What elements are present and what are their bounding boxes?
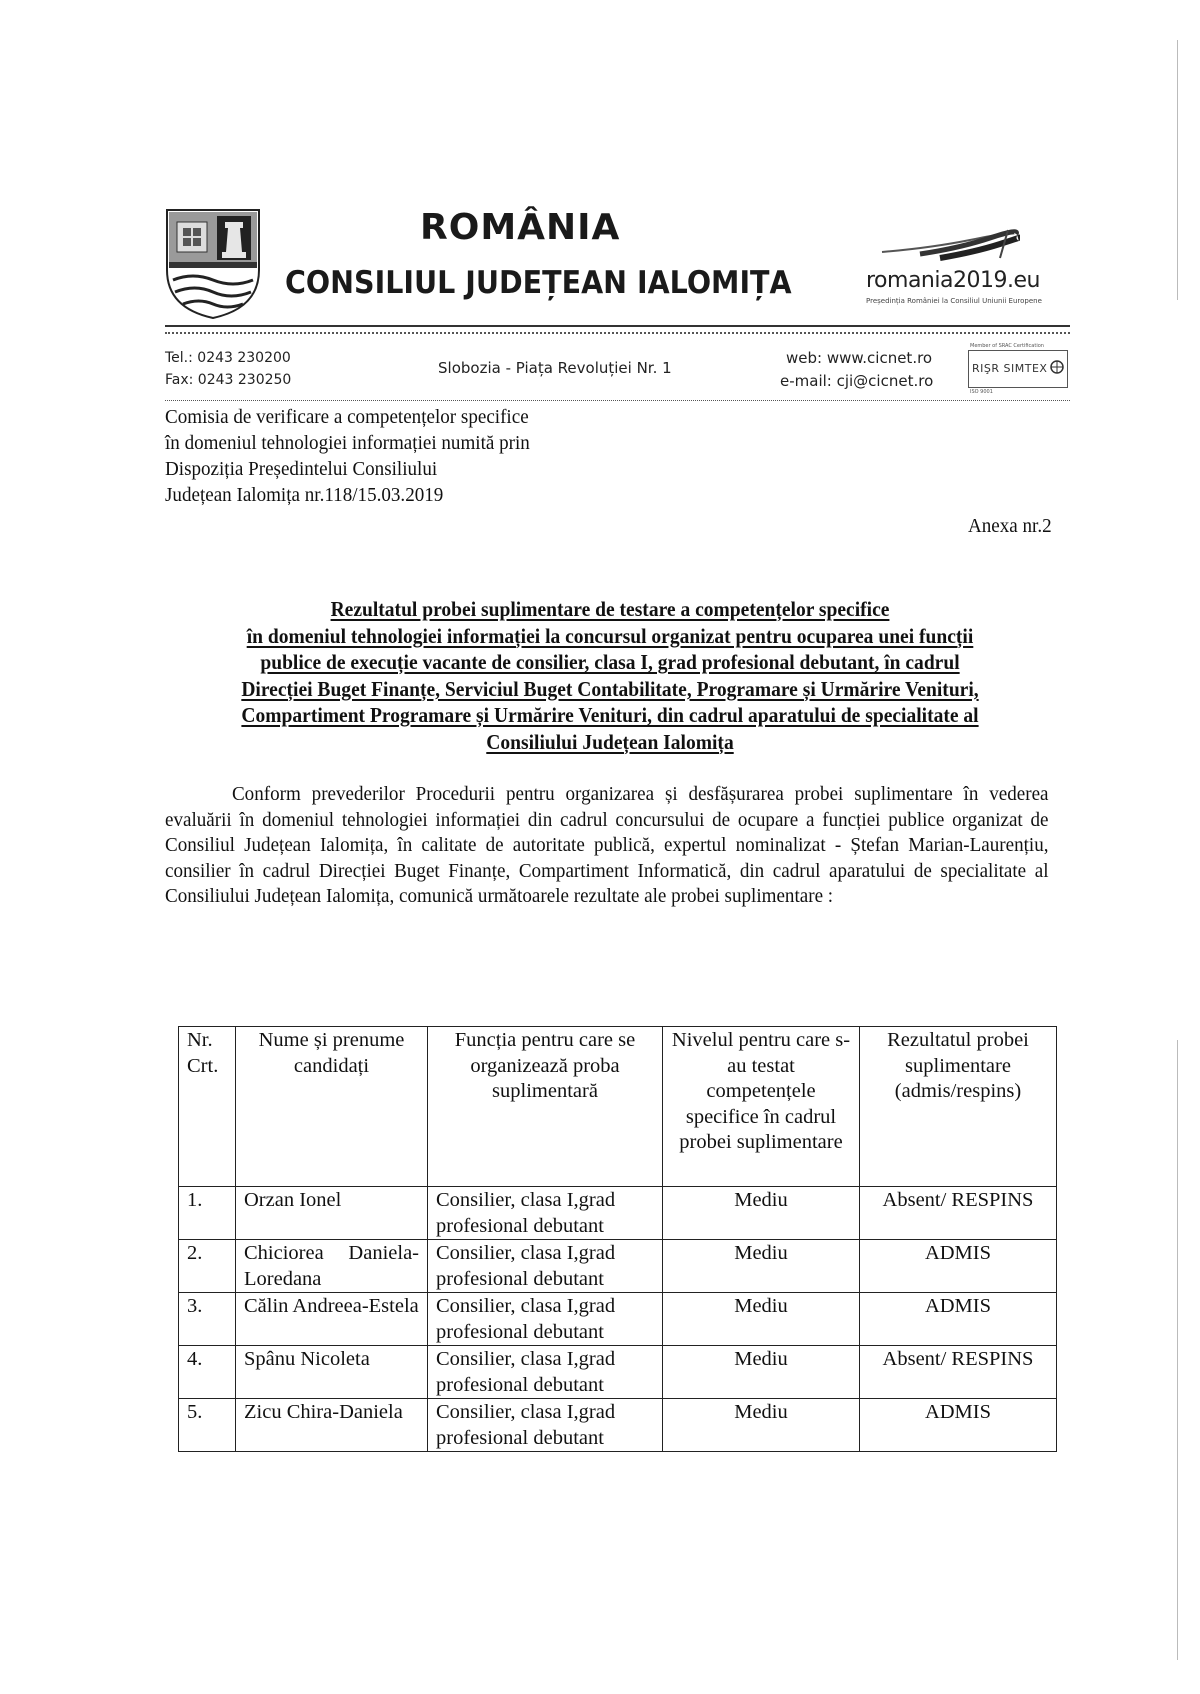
- certification-globe-icon: [1050, 360, 1064, 374]
- address: Slobozia - Piața Revoluției Nr. 1: [438, 359, 672, 377]
- title-line: Direcției Buget Finanțe, Serviciul Buget Contabilitate, Programare și Urmărire Venituri,: [241, 676, 979, 701]
- table-row: [179, 1346, 1057, 1399]
- test-result: ADMIS: [860, 1293, 1057, 1346]
- row-nr: 5.: [179, 1399, 236, 1452]
- row-nr: 1.: [179, 1187, 236, 1240]
- body-paragraph-text: Conform prevederilor Procedurii pentru organizarea și desfășurarea probei suplimentare în vederea evaluării în domeniul tehnologiei informației din cadrul concursului de ocupare a funcției publice organizat de Consiliul Județean Ialomița, în calitate de autoritate publică, expertul nominalizat - Ștefan Marian-Laurențiu, consilier în cadrul Direcției Buget Finanțe, Compartiment Informatică, din cadrul aparatului de specialitate al Consiliului Județean Ialomița, comunică următoarele rezultate ale probei suplimentare :: [165, 783, 1049, 907]
- scan-edge-mark: [1177, 1040, 1178, 1660]
- header-name: Nume și prenume candidați: [236, 1027, 428, 1187]
- title-line: Rezultatul probei suplimentare de testare a competențelor specifice: [330, 597, 890, 621]
- annex-label: Anexa nr.2: [968, 515, 1052, 537]
- commission-line: în domeniul tehnologiei informației numită prin: [165, 432, 530, 454]
- commission-line: Comisia de verificare a competențelor specifice: [165, 406, 529, 428]
- table-header-row: [179, 1027, 1057, 1187]
- table-row: [179, 1293, 1057, 1346]
- candidate-name: Chiciorea Daniela-Loredana: [236, 1240, 428, 1293]
- header-function: Funcția pentru care se organizează proba suplimentară: [428, 1027, 663, 1187]
- scan-edge-mark: [1177, 40, 1178, 300]
- test-result: ADMIS: [860, 1240, 1057, 1293]
- candidate-name: Zicu Chira-Daniela: [236, 1399, 428, 1452]
- country-heading: ROMÂNIA: [420, 207, 621, 248]
- ialomita-coat-of-arms-icon: [165, 208, 261, 320]
- candidate-function: Consilier, clasa I,grad profesional debutant: [428, 1293, 663, 1346]
- table-row: [179, 1399, 1057, 1452]
- tested-level: Mediu: [663, 1399, 860, 1452]
- website: web: www.cicnet.ro: [786, 349, 933, 367]
- header-result: Rezultatul probei suplimentare (admis/respins): [860, 1027, 1057, 1187]
- eu-presidency-swoosh-icon: [880, 228, 1020, 268]
- candidate-function: Consilier, clasa I,grad profesional debutant: [428, 1346, 663, 1399]
- commission-line: Județean Ialomița nr.118/15.03.2019: [165, 484, 444, 506]
- tested-level: Mediu: [663, 1240, 860, 1293]
- test-result: Absent/ RESPINS: [860, 1346, 1057, 1399]
- fax: Fax: 0243 230250: [165, 372, 292, 388]
- candidate-name: Spânu Nicoleta: [236, 1346, 428, 1399]
- title-line: Consiliului Județean Ialomița: [486, 729, 734, 754]
- eu-presidency-logo-subtext: Președinția României la Consiliul Uniunii Europene: [866, 297, 1042, 305]
- contact-divider: [165, 400, 1070, 401]
- candidate-name: Călin Andreea-Estela: [236, 1293, 428, 1346]
- certification-caption: Member of SRAC Certification: [970, 343, 1044, 349]
- title-line: publice de execuție vacante de consilier, clasa I, grad profesional debutant, în cadrul: [260, 650, 960, 674]
- title-line: în domeniul tehnologiei informației la concursul organizat pentru ocuparea unei funcții: [246, 623, 974, 648]
- tested-level: Mediu: [663, 1346, 860, 1399]
- candidate-function: Consilier, clasa I,grad profesional debutant: [428, 1187, 663, 1240]
- commission-block: [165, 404, 530, 508]
- test-result: Absent/ RESPINS: [860, 1187, 1057, 1240]
- candidate-name: Orzan Ionel: [236, 1187, 428, 1240]
- header-divider: [165, 325, 1070, 334]
- results-table: [178, 1026, 1057, 1452]
- test-result: ADMIS: [860, 1399, 1057, 1452]
- telephone: Tel.: 0243 230200: [165, 350, 291, 366]
- row-nr: 2.: [179, 1240, 236, 1293]
- row-nr: 3.: [179, 1293, 236, 1346]
- eu-presidency-logo-text: romania2019.eu: [866, 268, 1040, 293]
- tested-level: Mediu: [663, 1293, 860, 1346]
- email: e-mail: cji@cicnet.ro: [780, 372, 934, 390]
- certification-label: RIŞR SIMTEX: [972, 362, 1048, 375]
- header-level: Nivelul pentru care s-au testat competențele specifice în cadrul probei suplimentare: [663, 1027, 860, 1187]
- body-paragraph: [165, 782, 1049, 910]
- title-line: Compartiment Programare și Urmărire Venituri, din cadrul aparatului de specialitate al: [241, 703, 979, 727]
- row-nr: 4.: [179, 1346, 236, 1399]
- certification-standard: ISO 9001: [970, 389, 993, 395]
- institution-heading: CONSILIUL JUDEȚEAN IALOMIȚA: [285, 265, 792, 301]
- document-title: [182, 596, 1038, 755]
- candidate-function: Consilier, clasa I,grad profesional debutant: [428, 1240, 663, 1293]
- header-nr: Nr. Crt.: [179, 1027, 236, 1187]
- table-row: [179, 1187, 1057, 1240]
- tested-level: Mediu: [663, 1187, 860, 1240]
- table-row: [179, 1240, 1057, 1293]
- commission-line: Dispoziția Președintelui Consiliului: [165, 458, 438, 480]
- candidate-function: Consilier, clasa I,grad profesional debutant: [428, 1399, 663, 1452]
